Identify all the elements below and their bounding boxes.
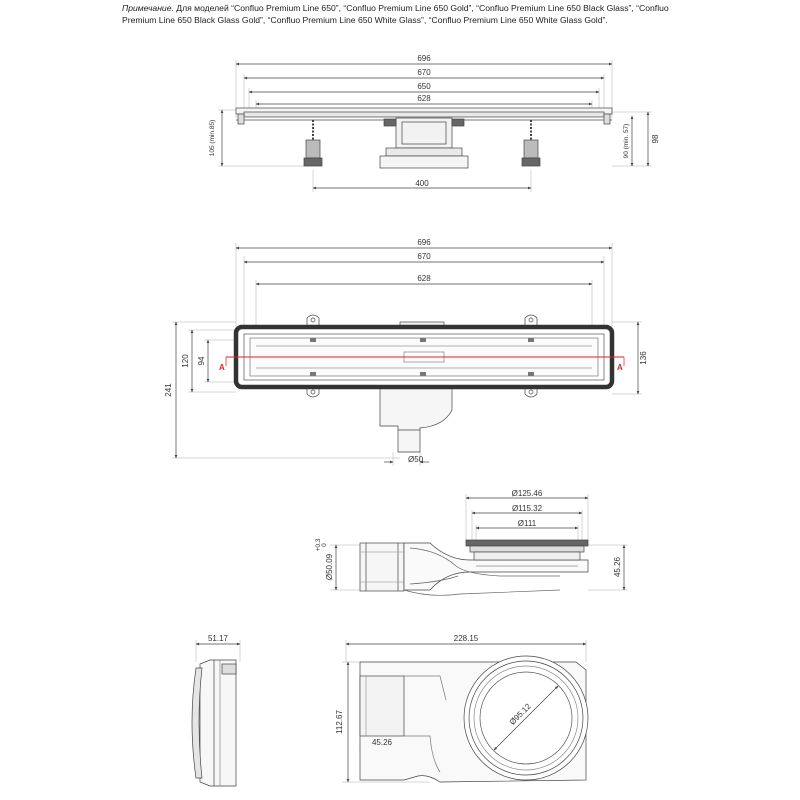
siphon-front-view [192,640,240,786]
dim-feet-span: 400 [415,179,429,188]
dim-depth-outer: 241 [164,383,173,397]
section-mark-left: A [219,363,225,372]
dim-top-inner: 628 [417,274,431,283]
dim-bowl-diameter: Ø95.12 [507,701,533,727]
dim-side-total: 696 [417,54,431,63]
note-body: Для моделей “Confluo Premium Line 650”, “Confluo Premium Line 650 Gold”, “Confluo Premium Line 650 Black Glass”, “Confluo Premium Line 650 Black Glass Gold”, “Confluo Premium Line 650 White Glass”, “Confluo Premium Line 650 White Glass Gold”. [122,3,669,25]
siphon-section-view [330,494,628,595]
dim-siphon-outlet: Ø50.09 [325,553,334,581]
dim-tol-plus: +0.3 [315,538,322,552]
dim-d-outer: Ø125.46 [511,489,543,498]
top-view [172,243,642,466]
dim-top-frame: 670 [417,252,431,261]
section-mark-right: A [617,363,623,372]
dim-tol-zero: 0 [321,543,328,547]
dim-height-left: 105 (min.85) [209,119,216,157]
dim-top-length: 228.15 [453,634,479,643]
dim-height-right: 98 [651,134,660,144]
dim-top-offset: 45.26 [371,738,393,747]
siphon-top-view [342,640,588,782]
dim-d-inner: Ø111 [517,519,537,528]
dim-d-mid: Ø115.32 [511,504,543,513]
dim-front-width: 51.17 [207,634,229,643]
dim-depth-inner: 94 [197,356,206,366]
dim-outlet: Ø50 [408,455,424,464]
dim-side-frame: 670 [417,68,431,77]
note-label: Примечание. [122,3,174,13]
dim-top-width: 112.67 [335,710,344,734]
side-view [218,60,652,192]
dim-top-total: 696 [417,238,431,247]
dim-depth-frame: 120 [181,354,190,368]
dim-depth-right: 136 [639,351,648,365]
dim-siphon-height: 45.26 [613,556,622,578]
siphon-front-labels [208,634,229,643]
dim-side-inner: 628 [417,94,431,103]
dim-side-grate: 650 [417,82,431,91]
dim-height-right-inner: 90 (min. 57) [623,123,630,159]
